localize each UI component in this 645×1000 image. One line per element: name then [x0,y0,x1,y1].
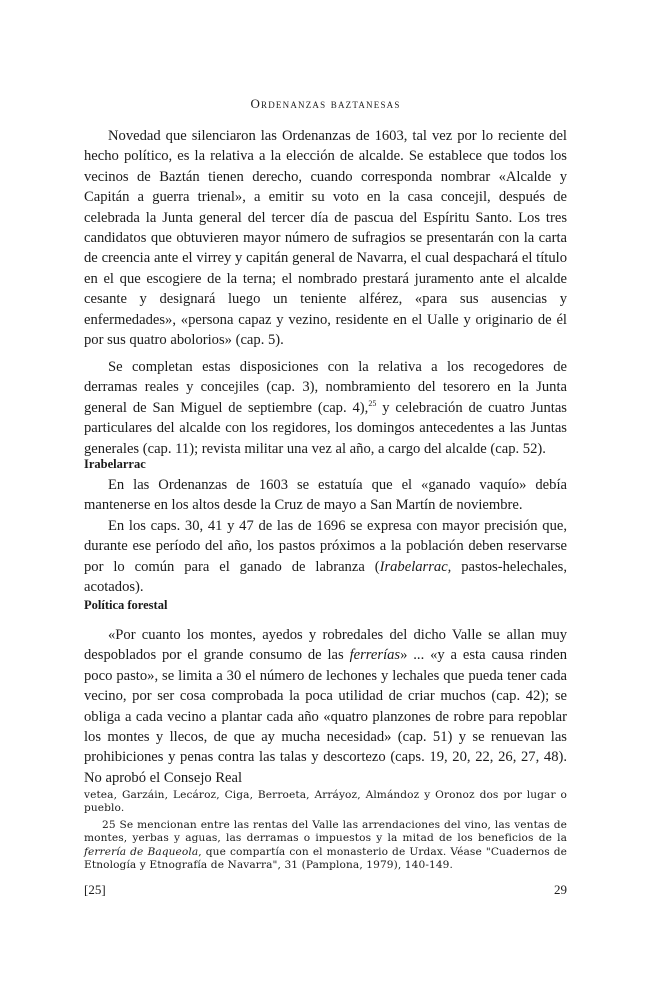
paragraph-dispositions-text-1: Se completan estas disposiciones con la relativa a los recogedores de derramas reales y concejiles (cap. 3), nombramiento del tesorero en la Junta general de San Miguel de septiembre (cap. 4), [84,359,567,416]
paragraph-montes [84,625,567,788]
footnote-25-text-2: , que compartía con el monasterio de Urdax. Véase "Cuadernos de Etnología y Etnografía de Navarra", 31 (Pamplona, 1979), 140-149. [84,845,567,872]
running-head: Ordenanzas baztanesas [250,96,401,111]
section-heading-politica-forestal: Política forestal [84,598,168,612]
page-number: 29 [554,882,567,897]
paragraph-montes-text-1: «Por cuanto los montes, ayedos y robredales del dicho Valle se allan muy despoblados por el grande consumo de las [84,627,567,664]
paragraph-pastos-text-1: En los caps. 30, 41 y 47 de las de 1696 se expresa con mayor precisión que, durante ese período del año, los pastos próximos a la población deben reservarse por lo común para el ganado de labranza ( [84,517,567,575]
paragraph-pastos [84,516,567,598]
paragraph-ganado: En las Ordenanzas de 1603 se estatuía que el «ganado vaquío» debía mantenerse en los altos desde la Cruz de mayo a San Martín de noviembre. [84,477,567,514]
dispositions-section [84,357,567,459]
paragraph-pastos-text-2: pastos-helechales, acotados). [84,558,567,596]
section-heading-irabelarrac: Irabelarrac [84,457,146,471]
paragraph-montes-italic: ferrerías [349,647,401,664]
footnote-ref-25: 25 [368,398,377,408]
footnote-25 [84,819,567,873]
footnote-continuation: vetea, Garzáin, Lecároz, Ciga, Berroeta, Arráyoz, Almándoz y Oronoz dos por lugar o pueblo. [84,789,567,815]
paragraph-election: Novedad que silenciaron las Ordenanzas de 1603, tal vez por lo reciente del hecho político, es la relativa a la elección de alcalde. Se establece que todos los vecinos de Baztán tienen derecho, cuando corresponda nombrar «Alcalde y Capitán a guerra trienal», a emitir su voto en la casa concejil, después de celebrada la Junta general del tercer día de pascua del Espíritu Santo. Los tres candidatos que obtuvieren mayor número de sufragios se presentarán con la carta de creencia ante el virrey y capitán general de Navarra, el cual despachará el título en el que escogiere de la terna; el nombrado prestará juramento ante el alcalde cesante y designará luego un teniente alférez, «para sus ausencias y enfermedades», «persona capaz y vezino, residente en el Ualle y originario de él por sus quatro abolorios» (cap. 5). [84,128,567,349]
footnotes [84,789,567,872]
paragraph-montes-text-2: » ... «y a esta causa rinden poco pasto», se limita a 30 el número de lechones y lechales que pueda tener cada vecino, por ser cosa comprobada la poca utilidad de criar muchos (cap. 42); se obliga a cada vecino a plantar cada año «quatro planzones de robre para repoblar los montes y llecos, de que ay mucha necesidad» (cap. 51) y se renuevan las prohibiciones y penas contra las talas y descortezo (caps. 19, 20, 22, 26, 27, 48). No aprobó el Consejo Real [84,647,567,786]
irabelarrac-section [84,475,567,597]
paragraph-pastos-italic: Irabelarrac, [379,558,452,575]
footnote-25-text-1: 25 Se mencionan entre las rentas del Valle las arrendaciones del vino, las ventas de montes, yerbas y aguas, las derramas o impuestos y la mitad de los beneficios de la [84,818,567,845]
forestal-section [84,625,567,788]
folio-left: [25] [84,882,106,897]
footnote-25-italic: ferrería de Baqueola [84,845,199,858]
paragraph-dispositions-text-2: y celebración de cuatro Juntas particulares del alcalde con los regidores, los domingos antecedentes a las Juntas generales (cap. 11); revista militar una vez al año, a cargo del alcalde (cap. 52). [84,399,567,457]
intro-section [84,126,567,350]
paragraph-dispositions [84,357,567,459]
